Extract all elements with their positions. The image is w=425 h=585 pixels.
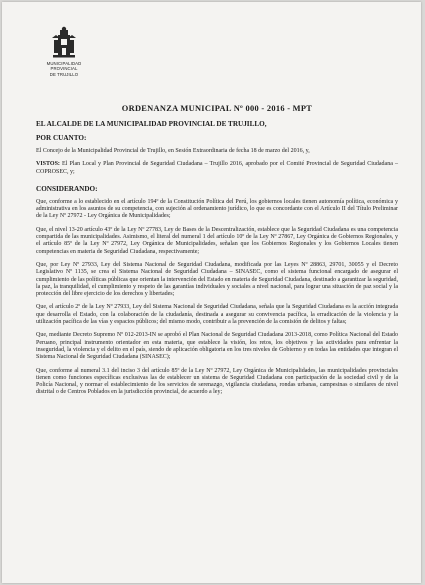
logo-caption-line2: DE TRUJILLO bbox=[49, 72, 79, 77]
logo-caption-line1: MUNICIPALIDAD PROVINCIAL bbox=[46, 61, 82, 71]
considerando-paragraph: Que, conforme a lo establecido en el artículo 194º de la Constitución Política del Perú, los gobiernos locales tienen autonomía política, económica y administrativa en los asuntos de su competencia, con sujeción al ordenamiento jurídico, lo que es concordante con el Artículo II del Título Preliminar de la Ley Nº 27972 - Ley Orgánica de Municipalidades; bbox=[36, 198, 398, 220]
document-body bbox=[36, 104, 398, 403]
considerando-heading: CONSIDERANDO: bbox=[36, 184, 98, 193]
considerando-paragraph: Que, conforme al numeral 3.1 del inciso 3 del artículo 85º de la Ley Nº 27972, Ley Orgánica de Municipalidades, las municipalidades provinciales tienen como funciones específicas exclusivas las de establecer un sistema de Seguridad Ciudadana con participación de la sociedad civil y de la Policía Nacional, y normar el establecimiento de los servicios de serenazgo, vigilancia ciudadana, rondas urbanas, campesinas o similares de nivel distrital o de Centros Poblados en la jurisdicción provincial, de acuerdo a ley; bbox=[36, 367, 398, 396]
document-title: ORDENANZA MUNICIPAL Nº 000 - 2016 - MPT bbox=[121, 104, 313, 113]
vistos-label: VISTOS: bbox=[36, 161, 60, 168]
municipality-logo bbox=[40, 26, 88, 77]
vistos-text: El Plan Local y Plan Provincial de Seguridad Ciudadana – Trujillo 2016, aprobado por el Comité Provincial de Seguridad Ciudadana – COPROSEC, y; bbox=[36, 161, 398, 175]
document-page bbox=[2, 2, 421, 583]
issuing-authority: EL ALCALDE DE LA MUNICIPALIDAD PROVINCIAL DE TRUJILLO, bbox=[36, 120, 267, 128]
considerando-paragraph: Que, el artículo 2º de la Ley Nº 27933, Ley del Sistema Nacional de Seguridad Ciudadana, señala que la Seguridad Ciudadana es la acción integrada que desarrolla el Estado, con la colaboración de la ciudadanía, destinada a asegurar su convivencia pacífica, la erradicación de la violencia y la utilización pacífica de las vías y espacios públicos; del mismo modo, contribuir a la prevención de la comisión de delitos y faltas; bbox=[36, 304, 398, 326]
coat-of-arms-icon bbox=[51, 26, 77, 60]
por-cuanto-heading: POR CUANTO: bbox=[36, 134, 87, 142]
vistos-paragraph bbox=[36, 161, 398, 176]
considerando-paragraph: Que, por Ley Nº 27933, Ley del Sistema Nacional de Seguridad Ciudadana, modificada por las Leyes Nº 28863, 29701, 30055 y el Decreto Legislativo Nº 1135, se crea el Sistema Nacional de Seguridad Ciudadana – SINASEC, como el sistema funcional encargado de asegurar el cumplimiento de las políticas públicas que orientan la intervención del Estado en materia de Seguridad Ciudadana, destinado a garantizar la seguridad, la paz, la tranquilidad, el cumplimiento y respeto de las garantías individuales y sociales a nivel nacional, para lograr una situación de paz social y la protección del libre ejercicio de los derechos y libertades; bbox=[36, 261, 398, 298]
intro-paragraph: El Concejo de la Municipalidad Provincial de Trujillo, en Sesión Extraordinaria de fecha 18 de marzo del 2016, y, bbox=[36, 148, 310, 154]
considerando-paragraph: Que, el nivel 13-20 artículo 43º de la Ley Nº 27783, Ley de Bases de la Descentralización, establece que la Seguridad Ciudadana es una competencia compartida de las municipalidades. Asimismo, el literal del numeral 1 del artículo 10º de la Ley Nº 27867, Ley Orgánica de Gobiernos Regionales, y el artículo 85º de la Ley Nº 27972, Ley Orgánica de Municipalidades, señalan que los Gobiernos Regionales y los Gobiernos Locales tienen competencias en materia de Seguridad Ciudadana, respectivamente; bbox=[36, 226, 398, 255]
considerando-paragraph: Que, mediante Decreto Supremo Nº 012-2013-IN se aprobó el Plan Nacional de Seguridad Ciudadana 2013-2018, como Política Nacional del Estado Peruano, principal instrumento orientador en esta materia, que establece la visión, los retos, los objetivos y las actividades para enfrentar la inseguridad, la violencia y el delito en el país, siendo de aplicación obligatoria en los tres niveles de Gobierno y en todas las entidades que integran el Sistema Nacional de Seguridad Ciudadana (SINASEC); bbox=[36, 332, 398, 361]
